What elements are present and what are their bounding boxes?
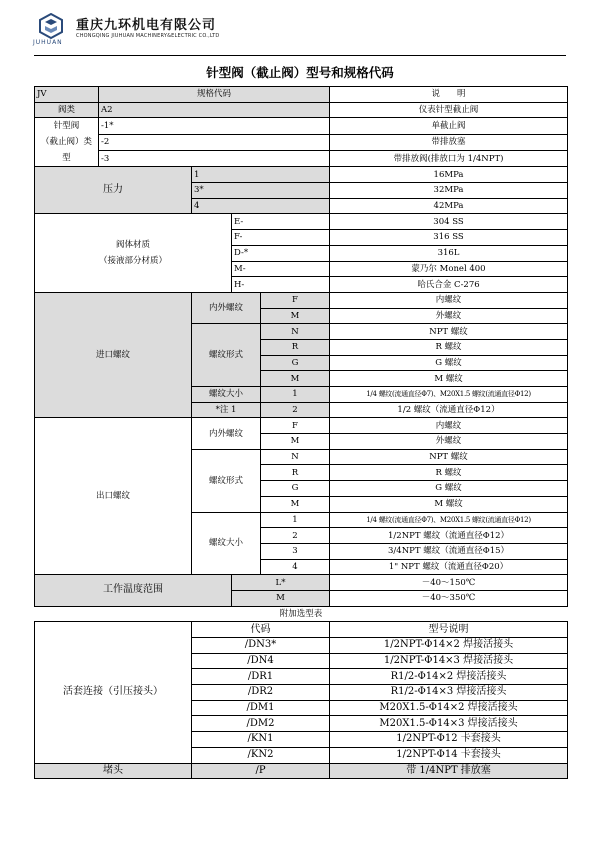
outlet-desc: M 螺纹 [330,496,568,512]
table-row [35,102,568,118]
table-row [35,606,568,622]
body-code: D-* [232,245,330,261]
body-label-text: 阀体材质 （接液部分材质） [98,240,167,267]
extra-title: 附加选型表 [35,606,568,622]
table-row [35,87,568,103]
union-code: /DR2 [192,685,330,701]
plug-code: /P [192,763,330,779]
outlet-desc: R 螺纹 [330,465,568,481]
extra-desc-head: 型号说明 [330,622,568,638]
outlet-size-label: 螺纹大小 [192,512,261,575]
outlet-desc: 内螺纹 [330,418,568,434]
body-desc: 316 SS [330,230,568,246]
outlet-code: 3 [261,543,330,559]
union-desc: 1/2NPT-Φ14×3 焊接活接头 [330,653,568,669]
body-code: H- [232,277,330,293]
inlet-code: M [261,308,330,324]
table-row [35,214,568,230]
type-label [35,118,99,167]
valve-class-code: A2 [99,102,330,118]
outlet-desc: 1" NPT 螺纹（流通直径Φ20） [330,559,568,575]
body-code: F- [232,230,330,246]
inlet-code: R [261,339,330,355]
inlet-code: N [261,324,330,340]
table-row [35,418,568,434]
union-desc: R1/2-Φ14×3 焊接活接头 [330,685,568,701]
inlet-desc: R 螺纹 [330,339,568,355]
table-row [35,118,568,134]
temp-desc: －40～350℃ [330,590,568,606]
type-desc: 单截止阀 [330,118,568,134]
type-label-text: 针型阀 （截止阀）类型 [40,121,92,164]
outlet-inout-label: 内外螺纹 [192,418,261,449]
table-row [35,151,568,167]
inlet-label: 进口螺纹 [35,292,192,418]
body-code: E- [232,214,330,230]
outlet-code: R [261,465,330,481]
pressure-label: 压力 [35,167,192,214]
union-code: /DM2 [192,716,330,732]
outlet-code: 1 [261,512,330,528]
table-row [35,167,568,183]
page-header [0,0,600,60]
outlet-code: N [261,449,330,465]
spec-table [34,86,568,779]
pressure-desc: 42MPa [330,198,568,214]
plug-desc: 带 1/4NPT 排放塞 [330,763,568,779]
outlet-code: M [261,434,330,450]
company-name-en: CHONGQING JIUHUAN MACHINERY&ELECTRIC CO.,LTD [76,33,220,39]
inlet-desc: 1/2 螺纹（流通直径Φ12） [330,402,568,418]
outlet-desc: 1/2NPT 螺纹（流通直径Φ12） [330,528,568,544]
pressure-desc: 32MPa [330,183,568,199]
inlet-desc: M 螺纹 [330,371,568,387]
inlet-desc: 内螺纹 [330,292,568,308]
union-desc: 1/2NPT-Φ14×2 焊接活接头 [330,638,568,654]
temp-code: M [232,590,330,606]
pressure-code: 3* [192,183,330,199]
valve-class-label: 阀类 [35,102,99,118]
table-row [35,134,568,150]
company-name: 重庆九环机电有限公司 [76,18,217,33]
temp-code: L* [232,575,330,591]
union-code: /DN4 [192,653,330,669]
union-desc: R1/2-Φ14×2 焊接活接头 [330,669,568,685]
inlet-desc: 1/4 螺纹(流通直径Φ7)、M20X1.5 螺纹(流通直径Φ12) [330,387,568,403]
inlet-code: M [261,371,330,387]
outlet-desc: 1/4 螺纹(流通直径Φ7)、M20X1.5 螺纹(流通直径Φ12) [330,512,568,528]
outlet-code: 4 [261,559,330,575]
head-code: 规格代码 [99,87,330,103]
type-code: -1* [99,118,330,134]
inlet-size-label: 螺纹大小 [192,387,261,403]
type-desc: 带排放阀(排放口为 1/4NPT) [330,151,568,167]
company-logo-icon [38,13,64,39]
outlet-desc: G 螺纹 [330,481,568,497]
outlet-desc: 外螺纹 [330,434,568,450]
union-code: /DN3* [192,638,330,654]
outlet-code: G [261,481,330,497]
table-row [35,575,568,591]
table-row [35,763,568,779]
header-divider [34,55,566,56]
temp-label: 工作温度范围 [35,575,232,606]
union-code: /KN1 [192,732,330,748]
type-code: -3 [99,151,330,167]
pressure-code: 4 [192,198,330,214]
union-desc: M20X1.5-Φ14×3 焊接活接头 [330,716,568,732]
inlet-desc: NPT 螺纹 [330,324,568,340]
union-desc: 1/2NPT-Φ14 卡套接头 [330,747,568,763]
body-desc: 304 SS [330,214,568,230]
union-code: /KN2 [192,747,330,763]
head-jv: JV [35,87,99,103]
outlet-desc: 3/4NPT 螺纹（流通直径Φ15） [330,543,568,559]
union-desc: M20X1.5-Φ14×2 焊接活接头 [330,700,568,716]
body-code: M- [232,261,330,277]
pressure-code: 1 [192,167,330,183]
outlet-label: 出口螺纹 [35,418,192,575]
table-row [35,292,568,308]
union-desc: 1/2NPT-Φ12 卡套接头 [330,732,568,748]
inlet-code: 1 [261,387,330,403]
pressure-desc: 16MPa [330,167,568,183]
type-desc: 带排放塞 [330,134,568,150]
body-desc: 哈氏合金 C-276 [330,277,568,293]
temp-desc: －40～150℃ [330,575,568,591]
head-desc: 说 明 [330,87,568,103]
valve-class-desc: 仪表针型截止阀 [330,102,568,118]
outlet-form-label: 螺纹形式 [192,449,261,512]
outlet-code: 2 [261,528,330,544]
outlet-code: F [261,418,330,434]
inlet-desc: 外螺纹 [330,308,568,324]
type-code: -2 [99,134,330,150]
inlet-form-label: 螺纹形式 [192,324,261,387]
table-row [35,622,568,638]
inlet-size-note: *注 1 [192,402,261,418]
inlet-inout-label: 内外螺纹 [192,292,261,323]
body-label [35,214,232,292]
outlet-code: M [261,496,330,512]
union-code: /DR1 [192,669,330,685]
union-label: 活套连接（引压接头） [35,622,192,763]
extra-code-head: 代码 [192,622,330,638]
page-title: 针型阀（截止阀）型号和规格代码 [206,65,394,80]
logo-text: JUHUAN [33,39,63,46]
body-desc: 316L [330,245,568,261]
outlet-desc: NPT 螺纹 [330,449,568,465]
inlet-desc: G 螺纹 [330,355,568,371]
union-code: /DM1 [192,700,330,716]
inlet-code: 2 [261,402,330,418]
body-desc: 蒙乃尔 Monel 400 [330,261,568,277]
plug-label: 堵头 [35,763,192,779]
inlet-code: G [261,355,330,371]
inlet-code: F [261,292,330,308]
